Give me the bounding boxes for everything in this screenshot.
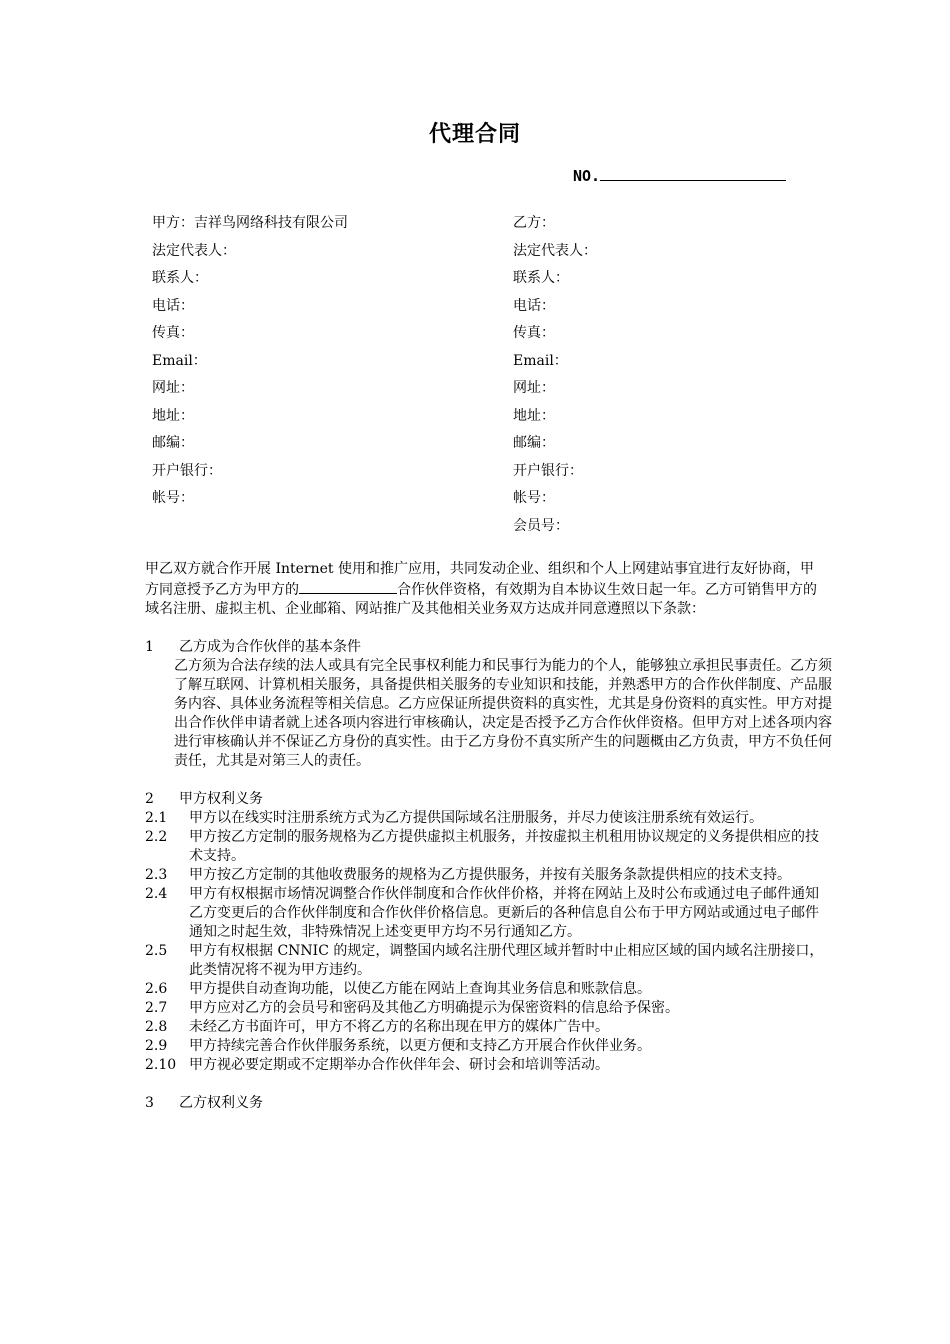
party-b-postcode: 邮编： xyxy=(513,435,555,451)
party-a-name: 甲方：吉祥鸟网络科技有限公司 xyxy=(152,215,348,231)
clause-2-8 xyxy=(145,1018,825,1037)
party-a-phone: 电话： xyxy=(152,297,194,314)
clause-2-2 xyxy=(145,828,825,866)
party-a-postcode: 邮编： xyxy=(152,435,194,451)
contract-number-label: NO. xyxy=(573,167,601,185)
section-3-title: 乙方权利义务 xyxy=(179,1095,263,1111)
document-title: 代理合同 xyxy=(428,121,521,147)
party-b-fax: 传真： xyxy=(513,325,555,341)
clause-number: 2.3 xyxy=(145,867,168,883)
party-b-account: 帐号： xyxy=(513,490,555,506)
clause-2-10 xyxy=(145,1056,825,1075)
section-2-title: 甲方权利义务 xyxy=(179,791,263,807)
contract-number-blank xyxy=(600,166,786,181)
clause-text: 甲方按乙方定制的其他收费服务的规格为乙方提供服务，并按有关服务条款提供相应的技术支持。 xyxy=(189,867,791,883)
clause-number: 2.8 xyxy=(145,1019,168,1035)
section-1-number: 1 xyxy=(145,639,154,655)
party-a-fax: 传真： xyxy=(152,325,194,341)
section-2-number: 2 xyxy=(145,791,154,807)
party-b-column xyxy=(513,212,853,542)
clause-number: 2.7 xyxy=(145,1000,168,1016)
party-b-phone: 电话： xyxy=(513,297,555,314)
clause-text: 甲方有权根据市场情况调整合作伙伴制度和合作伙伴价格，并将在网站上及时公布或通过电子邮件通知乙方变更后的合作伙伴制度和合作伙伴价格信息。更新后的各种信息自公布于甲方网站或通过电子邮件通知之时起生效，非特殊情况上述变更甲方均不另行通知乙方。 xyxy=(189,886,819,940)
clause-text: 甲方提供自动查询功能，以使乙方能在网站上查询其业务信息和账款信息。 xyxy=(189,981,651,997)
party-b-member-id: 会员号： xyxy=(513,517,569,534)
clause-2-6 xyxy=(145,980,825,999)
clause-2-1 xyxy=(145,809,825,828)
section-1-heading xyxy=(145,638,825,657)
clause-text: 甲方以在线实时注册系统方式为乙方提供国际域名注册服务，并尽力使该注册系统有效运行。 xyxy=(189,810,763,826)
clause-text: 未经乙方书面许可，甲方不将乙方的名称出现在甲方的媒体广告中。 xyxy=(189,1019,609,1035)
party-b-legal-rep: 法定代表人： xyxy=(513,242,597,259)
contract-body xyxy=(145,560,832,1113)
clause-2-9 xyxy=(145,1037,825,1056)
party-b-email: Email： xyxy=(513,352,568,369)
party-b-name: 乙方： xyxy=(513,215,555,231)
clause-2-7 xyxy=(145,999,825,1018)
section-2-clauses xyxy=(145,809,825,1075)
party-a-website: 网址： xyxy=(152,380,194,396)
section-3-heading xyxy=(145,1094,825,1113)
party-a-bank: 开户银行： xyxy=(152,462,222,479)
party-a-account: 帐号： xyxy=(152,490,194,506)
party-b-address: 地址： xyxy=(513,407,555,424)
section-1-title: 乙方成为合作伙伴的基本条件 xyxy=(179,639,361,655)
party-a-email: Email： xyxy=(152,352,207,369)
party-b-website: 网址： xyxy=(513,380,555,396)
section-2-heading xyxy=(145,790,825,809)
clause-number: 2.4 xyxy=(145,886,168,902)
clause-number: 2.10 xyxy=(145,1057,177,1073)
clause-number: 2.5 xyxy=(145,943,168,959)
clause-number: 2.9 xyxy=(145,1038,168,1054)
clause-number: 2.2 xyxy=(145,829,168,845)
party-b-bank: 开户银行： xyxy=(513,462,583,479)
clause-2-5 xyxy=(145,942,825,980)
party-a-column xyxy=(152,212,492,515)
clause-text: 甲方视必要定期或不定期举办合作伙伴年会、研讨会和培训等活动。 xyxy=(189,1057,609,1073)
clause-2-4 xyxy=(145,885,825,942)
clause-2-3 xyxy=(145,866,825,885)
clause-text: 甲方按乙方定制的服务规格为乙方提供虚拟主机服务，并按虚拟主机租用协议规定的义务提供相应的技术支持。 xyxy=(189,829,819,864)
partner-type-blank xyxy=(299,579,397,594)
clause-text: 甲方持续完善合作伙伴服务系统，以更方便和支持乙方开展合作伙伴业务。 xyxy=(189,1038,651,1054)
clause-number: 2.6 xyxy=(145,981,168,997)
party-a-address: 地址： xyxy=(152,407,194,424)
clause-number: 2.1 xyxy=(145,810,168,826)
intro-paragraph xyxy=(145,560,825,619)
party-a-contact: 联系人： xyxy=(152,270,208,286)
intro-text-1: 甲乙双方就合作开展 Internet 使用和推广应用，共同发动企业、组织和个人上网建站事宜进行友好协商，甲方同意授予乙方为甲方的 xyxy=(145,561,814,598)
section-1-body: 乙方须为合法存续的法人或具有完全民事权利能力和民事行为能力的个人，能够独立承担民事责任。乙方须了解互联网、计算机相关服务，具备提供相关服务的专业知识和技能，并熟悉甲方的合作伙伴制度、产品服务内容、具体业务流程等相关信息。乙方应保证所提供资料的真实性，尤其是身份资料的真实性。甲方对提出合作伙伴申请者就上述各项内容进行审核确认，决定是否授予乙方合作伙伴资格。但甲方对上述各项内容进行审核确认并不保证乙方身份的真实性。由于乙方身份不真实所产生的问题概由乙方负责，甲方不负任何责任，尤其是对第三人的责任。 xyxy=(174,658,832,769)
section-3-number: 3 xyxy=(145,1095,154,1111)
party-b-contact: 联系人： xyxy=(513,270,569,286)
clause-text: 甲方应对乙方的会员号和密码及其他乙方明确提示为保密资料的信息给予保密。 xyxy=(189,1000,679,1016)
clause-text: 甲方有权根据 CNNIC 的规定，调整国内域名注册代理区域并暂时中止相应区域的国内域名注册接口，此类情况将不视为甲方违约。 xyxy=(189,943,824,978)
intro-text-2: 合作伙伴资格，有效期为自本协议生效日起一年。乙方可销售甲方的域名注册、虚拟主机、企业邮箱、网站推广及其他相关业务双方达成并同意遵照以下条款： xyxy=(145,582,817,617)
party-a-legal-rep: 法定代表人： xyxy=(152,242,236,259)
contract-number xyxy=(573,166,786,185)
